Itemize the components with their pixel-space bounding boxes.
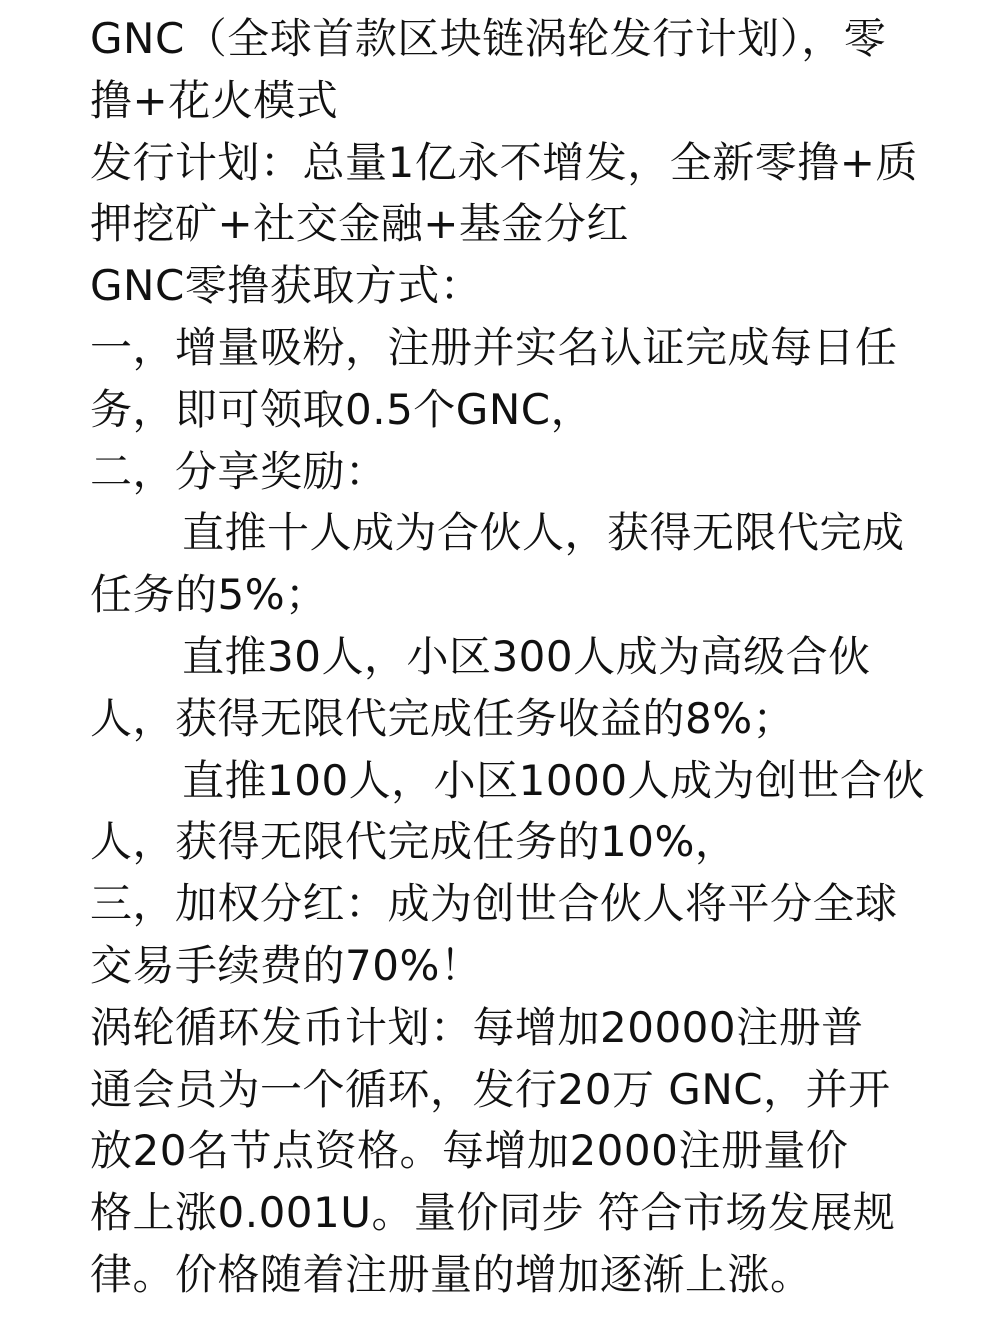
text-line: 放20名节点资格。每增加2000注册量价 [90, 1126, 849, 1176]
text-line: 任务的5%； [90, 570, 328, 620]
text-line: 直推100人，小区1000人成为创世合伙 [182, 755, 926, 805]
text-line: 发行计划：总量1亿永不增发，全新零撸+质 [90, 137, 918, 187]
text-line: 人，获得无限代完成任务收益的8%； [90, 693, 796, 743]
text-line: 一，增量吸粉，注册并实名认证完成每日任 [90, 322, 898, 372]
text-line: 格上涨0.001U。量价同步 符合市场发展规 [90, 1188, 896, 1238]
text-line: 人，获得无限代完成任务的10%， [90, 817, 738, 867]
text-line: 律。价格随着注册量的增加逐渐上涨。 [90, 1249, 813, 1299]
text-line: 二，分享奖励： [90, 446, 388, 496]
text-line: GNC（全球首款区块链涡轮发行计划），零 [90, 14, 887, 63]
text-line: 交易手续费的70%！ [90, 940, 483, 990]
text-line: 务，即可领取0.5个GNC， [90, 384, 594, 434]
text-line: 直推30人，小区300人成为高级合伙 [182, 631, 871, 681]
document-body [90, 8, 970, 1306]
text-line: 直推十人成为合伙人，获得无限代完成 [182, 508, 905, 558]
text-line: 撸+花火模式 [90, 75, 339, 125]
text-line: 涡轮循环发币计划：每增加20000注册普 [90, 1002, 864, 1052]
text-line: 三，加权分红：成为创世合伙人将平分全球 [90, 879, 898, 929]
text-line: GNC零撸获取方式： [90, 261, 483, 311]
text-line: 押挖矿+社交金融+基金分红 [90, 199, 629, 249]
text-line: 通会员为一个循环，发行20万 GNC，并开 [90, 1064, 891, 1114]
